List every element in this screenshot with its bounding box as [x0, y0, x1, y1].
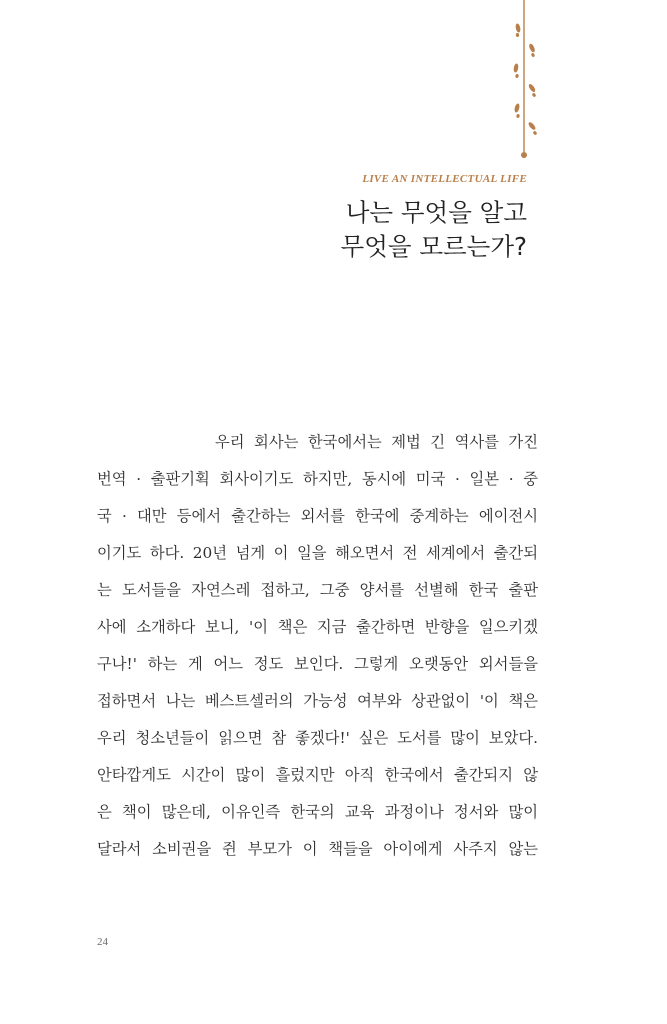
- body-line: 국 · 대만 등에서 출간하는 외서를 한국에 중계하는 에이전시: [97, 507, 538, 525]
- body-line: 번역 · 출판기획 회사이기도 하지만, 동시에 미국 · 일본 · 중: [97, 470, 538, 488]
- page-title: [341, 196, 527, 264]
- body-line: 달라서 소비권을 쥔 부모가 이 책들을 아이에게 사주지 않는: [97, 840, 538, 858]
- body-line: 구나!' 하는 게 어느 정도 보인다. 그렇게 오랫동안 외서들을: [97, 655, 538, 673]
- section-kicker: LIVE AN INTELLECTUAL LIFE: [362, 173, 527, 185]
- body-line: 안타깝게도 시간이 많이 흘렀지만 아직 한국에서 출간되지 않: [97, 766, 538, 784]
- body-line: 는 도서들을 자연스레 접하고, 그중 양서를 선별해 한국 출판: [97, 581, 538, 599]
- body-paragraph: [97, 424, 538, 868]
- body-line: 접하면서 나는 베스트셀러의 가능성 여부와 상관없이 '이 책은: [97, 692, 538, 710]
- body-line: 사에 소개하다 보니, '이 책은 지금 출간하면 반향을 일으키겠: [97, 618, 538, 636]
- title-line: 나는 무엇을 알고: [345, 198, 527, 227]
- footprints-icon: [500, 0, 550, 162]
- body-line: 우리 회사는 한국에서는 제법 긴 역사를 가진: [215, 433, 538, 451]
- body-line: 은 책이 많은데, 이유인즉 한국의 교육 과정이나 정서와 많이: [97, 803, 538, 821]
- page-number: 24: [97, 936, 108, 948]
- body-line: 이기도 하다. 20년 넘게 이 일을 해오면서 전 세계에서 출간되: [97, 544, 538, 562]
- title-line: 무엇을 모르는가?: [340, 232, 527, 261]
- body-line: 우리 청소년들이 읽으면 참 좋겠다!' 싶은 도서를 많이 보았다.: [97, 729, 538, 747]
